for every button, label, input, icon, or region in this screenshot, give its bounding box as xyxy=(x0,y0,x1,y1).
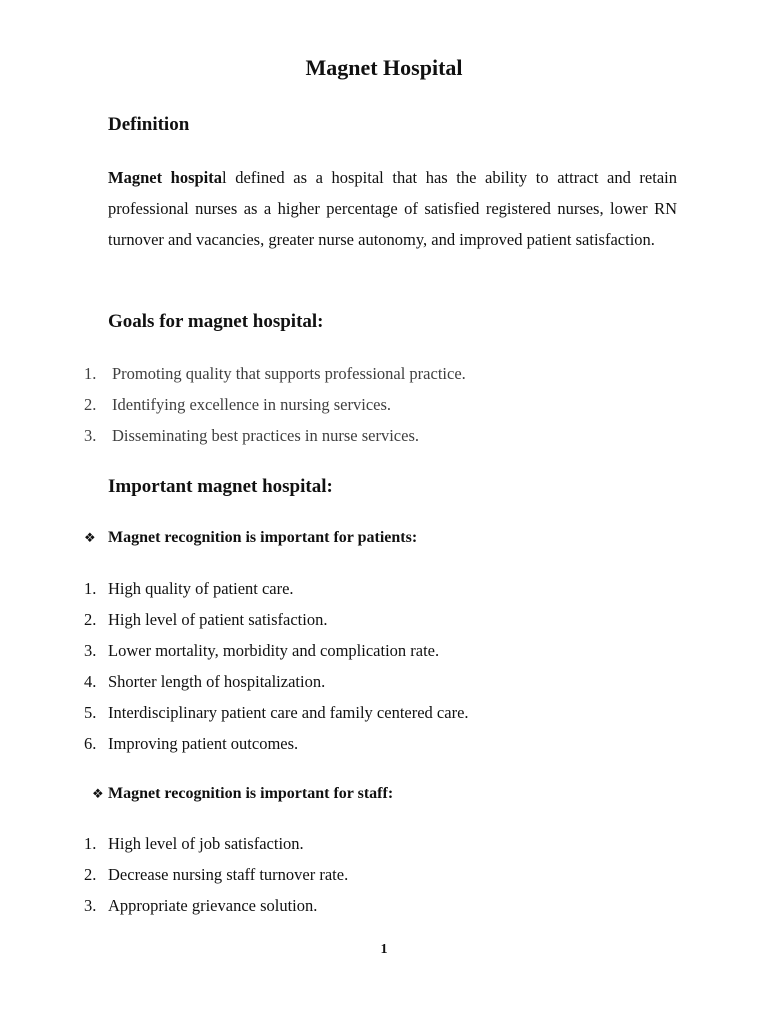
list-item: 5. Interdisciplinary patient care and family centered care. xyxy=(84,703,469,722)
list-item: 1. Promoting quality that supports professional practice. xyxy=(84,364,466,383)
list-item: 1. High level of job satisfaction. xyxy=(84,834,304,853)
list-item: 6. Improving patient outcomes. xyxy=(84,734,299,753)
list-item: 2. Decrease nursing staff turnover rate. xyxy=(84,865,349,884)
list-item: 2. High level of patient satisfaction. xyxy=(84,610,328,629)
list-item: 4. Shorter length of hospitalization. xyxy=(84,672,326,691)
list-item: 3. Disseminating best practices in nurse services. xyxy=(84,426,419,445)
list-item: 3. Appropriate grievance solution. xyxy=(84,896,318,915)
staff-subheading: ❖ Magnet recognition is important for staff: xyxy=(92,785,394,802)
definition-paragraph xyxy=(108,162,677,255)
definition-bold-lead: Magnet hospita xyxy=(108,168,223,187)
goals-list xyxy=(84,358,466,451)
diamond-bullet-icon: ❖ xyxy=(92,787,104,802)
page-number: 1 xyxy=(380,942,388,957)
staff-list xyxy=(84,828,348,921)
list-item: 3. Lower mortality, morbidity and complication rate. xyxy=(84,641,440,660)
definition-heading: Definition xyxy=(108,114,190,135)
definition-text: l defined as a hospital that has the ability to attract and retain professional nurses as a higher percentage of satisfied registered nurses, lower RN turnover and vacancies, greater nurse autonomy, and improved patient satisfaction. xyxy=(108,168,677,249)
list-item: 2. Identifying excellence in nursing services. xyxy=(84,395,392,414)
importance-heading: Important magnet hospital: xyxy=(108,476,333,497)
list-item: 1. High quality of patient care. xyxy=(84,579,294,598)
patients-list xyxy=(84,573,469,759)
patients-subheading: ❖ Magnet recognition is important for patients: xyxy=(84,529,418,546)
diamond-bullet-icon: ❖ xyxy=(84,531,96,546)
goals-heading: Goals for magnet hospital: xyxy=(108,311,324,332)
page-title: Magnet Hospital xyxy=(305,55,463,80)
